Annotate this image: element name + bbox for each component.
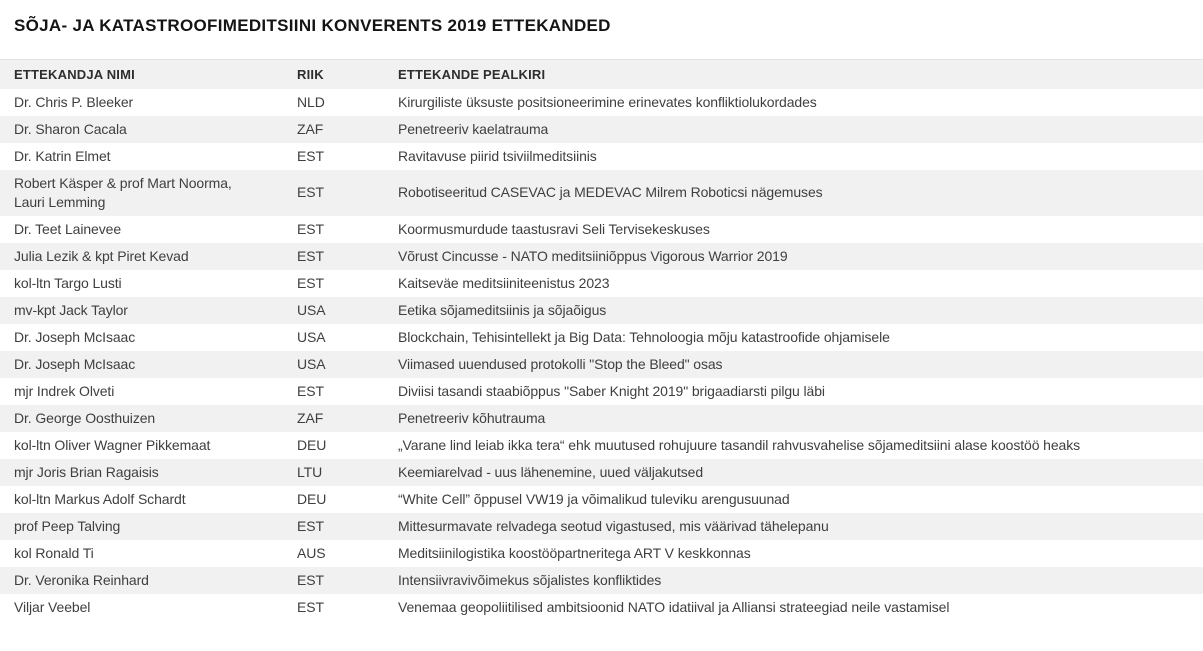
table-row [0,143,1203,170]
table-row [0,486,1203,513]
country-code: EST [297,247,324,264]
presenter-name: Dr. Sharon Cacala [14,120,127,137]
country-code: AUS [297,544,326,561]
presenter-name: prof Peep Talving [14,517,121,534]
column-header-country: RIIK [297,60,398,89]
presentation-title: Meditsiinilogistika koostööpartneritega ART V keskkonnas [398,544,751,561]
table-row [0,270,1203,297]
table-row [0,116,1203,143]
presentation-title: Intensiivravivõimekus sõjalistes konfliktides [398,571,662,588]
column-header-presenter-name: ETTEKANDJA NIMI [0,60,297,89]
presenter-name: kol-ltn Targo Lusti [14,274,122,291]
table-row [0,170,1203,216]
presentation-title: Diviisi tasandi staabiõppus "Saber Knight 2019" brigaadiarsti pilgu läbi [398,382,825,399]
table-row [0,324,1203,351]
table-row [0,540,1203,567]
presentation-title: Venemaa geopoliitilised ambitsioonid NATO idatiival ja Alliansi strateegiad neile vastamisel [398,598,950,615]
presentation-title: Penetreeriv kaelatrauma [398,120,549,137]
table-row [0,89,1203,116]
presentation-title: Kaitseväe meditsiiniteenistus 2023 [398,274,610,291]
country-code: EST [297,147,324,164]
presentation-title: Keemiarelvad - uus lähenemine, uued väljakutsed [398,463,704,480]
presenter-name: Dr. Teet Lainevee [14,220,122,237]
presentation-title: Ravitavuse piirid tsiviilmeditsiinis [398,147,597,164]
country-code: EST [297,382,324,399]
table-row [0,459,1203,486]
presentation-title: Koormusmurdude taastusravi Seli Tervisekeskuses [398,220,710,237]
table-row [0,513,1203,540]
presenter-name: Dr. Joseph McIsaac [14,328,136,345]
presentation-title: Robotiseeritud CASEVAC ja MEDEVAC Milrem Roboticsi nägemuses [398,184,823,200]
presenter-name: Dr. Veronika Reinhard [14,571,149,588]
presenter-name: mv-kpt Jack Taylor [14,301,128,318]
table-row [0,405,1203,432]
table-header-row [0,60,1203,89]
table-row [0,243,1203,270]
presenter-name: mjr Joris Brian Ragaisis [14,463,159,480]
presenter-name: Dr. Katrin Elmet [14,147,111,164]
country-code: EST [297,517,324,534]
country-code: USA [297,328,326,345]
presentation-title: Kirurgiliste üksuste positsioneerimine erinevates konfliktiolukordades [398,93,817,110]
presentation-title: Blockchain, Tehisintellekt ja Big Data: Tehnoloogia mõju katastroofide ohjamisele [398,328,890,345]
presenter-name: Dr. Joseph McIsaac [14,355,136,372]
presenter-name: mjr Indrek Olveti [14,382,115,399]
table-row [0,567,1203,594]
country-code: EST [297,220,324,237]
presentation-title: Võrust Cincusse - NATO meditsiiniõppus Vigorous Warrior 2019 [398,247,788,264]
country-code: NLD [297,93,325,110]
country-code: LTU [297,463,323,480]
presentation-title: Mittesurmavate relvadega seotud vigastused, mis väärivad tähelepanu [398,517,829,534]
table-row [0,351,1203,378]
country-code: ZAF [297,120,324,137]
presenter-name: kol-ltn Markus Adolf Schardt [14,490,186,507]
table-row [0,216,1203,243]
table-body [0,89,1203,621]
table-row [0,297,1203,324]
presenter-name: Viljar Veebel [14,598,91,615]
presenter-name: kol-ltn Oliver Wagner Pikkemaat [14,436,211,453]
country-code: DEU [297,490,327,507]
presentation-title: Penetreeriv kõhutrauma [398,409,546,426]
presentation-title: Viimased uuendused protokolli "Stop the Bleed" osas [398,355,723,372]
country-code: USA [297,355,326,372]
presentations-table [0,59,1203,621]
page-title: SÕJA- JA KATASTROOFIMEDITSIINI KONVERENTS 2019 ETTEKANDED [14,16,611,35]
country-code: EST [297,184,324,200]
table-row [0,432,1203,459]
country-code: USA [297,301,326,318]
presenter-name: Robert Käsper & prof Mart Noorma, Lauri Lemming [14,174,232,210]
presenter-name: Dr. George Oosthuizen [14,409,156,426]
conference-presentations-page [0,15,1203,621]
presentation-title: “White Cell” õppusel VW19 ja võimalikud tuleviku arengusuunad [398,490,790,507]
country-code: DEU [297,436,327,453]
presenter-name: Julia Lezik & kpt Piret Kevad [14,247,189,264]
country-code: EST [297,571,324,588]
table-row [0,378,1203,405]
country-code: EST [297,598,324,615]
table-row [0,594,1203,621]
country-code: EST [297,274,324,291]
column-header-presentation-title: ETTEKANDE PEALKIRI [398,60,1203,89]
country-code: ZAF [297,409,324,426]
presentation-title: Eetika sõjameditsiinis ja sõjaõigus [398,301,607,318]
presenter-name: Dr. Chris P. Bleeker [14,93,134,110]
presenter-name: kol Ronald Ti [14,544,94,561]
presentation-title: „Varane lind leiab ikka tera“ ehk muutused rohujuure tasandil rahvusvahelise sõjameditsiini alase koostöö heaks [398,436,1081,453]
